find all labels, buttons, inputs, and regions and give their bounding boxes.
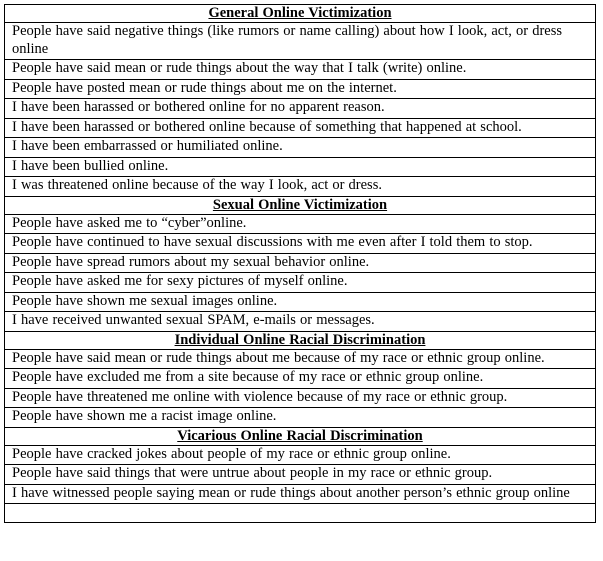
survey-items-table [4, 4, 596, 523]
table-row [5, 445, 596, 465]
item-text: People have shown me sexual images online. [5, 292, 596, 312]
item-text: I have been harassed or bothered online for no apparent reason. [5, 99, 596, 119]
item-text: People have asked me for sexy pictures of myself online. [5, 273, 596, 293]
table-row [5, 408, 596, 428]
item-text: People have excluded me from a site because of my race or ethnic group online. [5, 369, 596, 389]
item-text: People have continued to have sexual discussions with me even after I told them to stop. [5, 234, 596, 254]
item-text: People have said negative things (like rumors or name calling) about how I look, act, or dress online [5, 23, 596, 60]
table-row [5, 234, 596, 254]
item-text: People have threatened me online with violence because of my race or ethnic group. [5, 388, 596, 408]
item-text: People have shown me a racist image online. [5, 408, 596, 428]
table-row [5, 177, 596, 197]
table-row [5, 214, 596, 234]
item-text: People have posted mean or rude things about me on the internet. [5, 79, 596, 99]
table-row [5, 349, 596, 369]
section-header-row [5, 5, 596, 23]
item-text: People have said mean or rude things about me because of my race or ethnic group online. [5, 349, 596, 369]
table-row [5, 79, 596, 99]
section-header-row [5, 427, 596, 445]
table-row [5, 157, 596, 177]
item-text: People have said things that were untrue about people in my race or ethnic group. [5, 465, 596, 485]
item-text: I have been bullied online. [5, 157, 596, 177]
table-row [5, 312, 596, 332]
table-row [5, 253, 596, 273]
table-row [5, 60, 596, 80]
section-header-row [5, 196, 596, 214]
empty-row [5, 504, 596, 523]
table-row [5, 465, 596, 485]
table-row [5, 292, 596, 312]
item-text: People have spread rumors about my sexual behavior online. [5, 253, 596, 273]
item-text: I have received unwanted sexual SPAM, e-mails or messages. [5, 312, 596, 332]
item-text: I have been harassed or bothered online because of something that happened at school. [5, 118, 596, 138]
item-text: I have witnessed people saying mean or rude things about another person’s ethnic group online [5, 484, 596, 504]
item-text: I was threatened online because of the way I look, act or dress. [5, 177, 596, 197]
table-row [5, 369, 596, 389]
item-text: People have said mean or rude things about the way that I talk (write) online. [5, 60, 596, 80]
table-row [5, 99, 596, 119]
section-title: Sexual Online Victimization [5, 196, 596, 214]
table-row [5, 23, 596, 60]
section-title: Vicarious Online Racial Discrimination [5, 427, 596, 445]
item-text: I have been embarrassed or humiliated online. [5, 138, 596, 158]
section-title: General Online Victimization [5, 5, 596, 23]
survey-items-table-container [4, 4, 596, 523]
table-row [5, 138, 596, 158]
section-header-row [5, 331, 596, 349]
table-row [5, 484, 596, 504]
survey-items-table-body [5, 5, 596, 523]
item-text: People have asked me to “cyber”online. [5, 214, 596, 234]
section-title: Individual Online Racial Discrimination [5, 331, 596, 349]
item-text: People have cracked jokes about people of my race or ethnic group online. [5, 445, 596, 465]
table-row [5, 118, 596, 138]
table-row [5, 273, 596, 293]
table-row [5, 388, 596, 408]
empty-cell [5, 504, 596, 523]
